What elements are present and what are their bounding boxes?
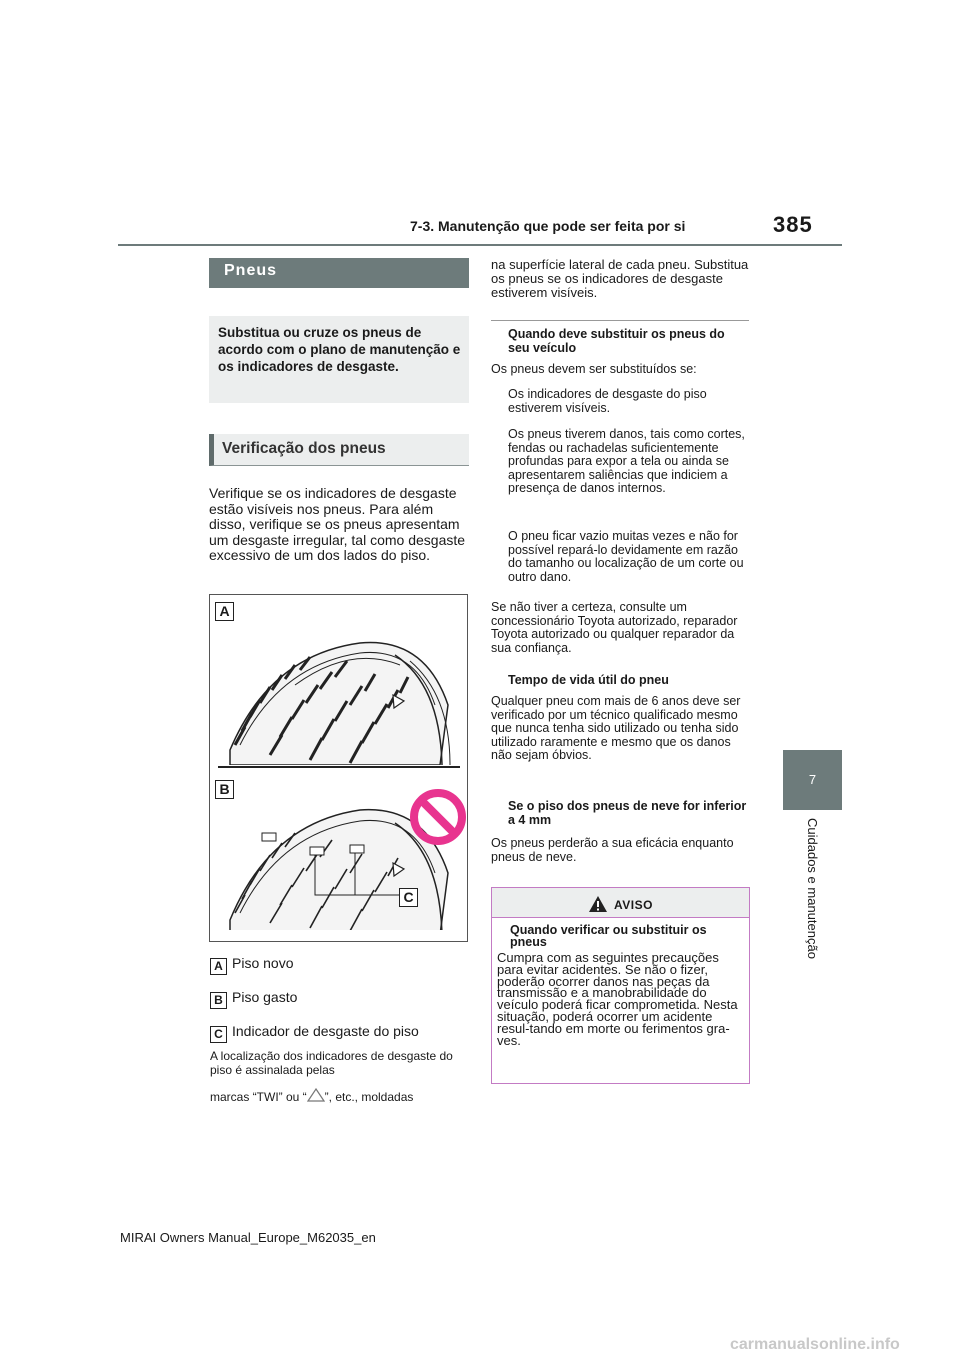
legend-item [210, 1023, 419, 1043]
life-body: Qualquer pneu com mais de 6 anos deve ser verificado por um técnico qualificado mesmo que nunca tenha sido utilizado ou tenha sido utilizado raramente e mesmo que os danos não sejam óbvios. [491, 694, 741, 763]
note-line1: A localização dos indicadores de desgaste do piso é assinalada pelas [210, 1049, 453, 1077]
tire-illustration [210, 595, 467, 941]
snow-body: Os pneus perderão a sua eficácia enquanto pneus de neve. [491, 836, 734, 864]
continued-text: na superfície lateral de cada pneu. Substitua os pneus se os indicadores de desgaste estiverem visíveis. [491, 257, 749, 300]
note-line2-before: marcas “TWI” ou “ [210, 1090, 307, 1104]
legend-key: B [210, 992, 227, 1009]
life-title: Tempo de vida útil do pneu [508, 673, 669, 687]
figure-label-b: B [215, 780, 234, 799]
legend-text: Indicador de desgaste do piso [232, 1023, 419, 1039]
warning-title: AVISO [614, 898, 653, 912]
when-item: Os indicadores de desgaste do piso estiverem visíveis. [508, 387, 707, 415]
legend-text: Piso novo [232, 955, 294, 971]
legend-key: C [210, 1026, 227, 1043]
triangle-icon [307, 1088, 325, 1102]
legend-item [210, 955, 293, 975]
tire-figure [209, 594, 468, 942]
header-rule [118, 244, 842, 246]
chapter-label: Cuidados e manutenção [805, 818, 820, 959]
prohibited-icon [414, 793, 462, 841]
footer-text: MIRAI Owners Manual_Europe_M62035_en [120, 1230, 376, 1245]
new-tire-drawing [230, 643, 450, 765]
warning-subtitle: Quando verificar ou substituir os pneus [510, 923, 707, 949]
warning-body: Cumpra com as seguintes precauções para evitar acidentes. Se não o fizer, poderão ocorrer danos nas peças da transmissão e a manobrabilidade do veículo poderá ficar comprometida. Nesta situação, poderá ocorrer um acidente resul-tando em morte ou ferimentos gra-ves. [497, 950, 738, 1048]
verificacao-heading: Verificação dos pneus [209, 434, 469, 466]
warning-header [492, 888, 749, 918]
note-line2-after: ”, etc., moldadas [324, 1090, 414, 1104]
when-item: Os pneus tiverem danos, tais como cortes, fendas ou rachadelas suficientemente profundas para expor a tela ou ainda se apresentarem saliências que indiciem a presença de danos internos. [508, 427, 745, 496]
chapter-tab: 7 [783, 750, 842, 810]
legend-item [210, 989, 297, 1009]
section-title: 7-3. Manutenção que pode ser feita por si [410, 218, 686, 234]
warning-icon [588, 895, 608, 913]
snow-title: Se o piso dos pneus de neve for inferior a 4 mm [508, 799, 747, 827]
warning-box [491, 887, 750, 1084]
page-number: 385 [773, 212, 813, 237]
divider [491, 320, 749, 321]
legend-key: A [210, 958, 227, 975]
when-item: O pneu ficar vazio muitas vezes e não for possível repará-lo devidamente em razão do tamanho ou localização de um corte ou outro dano. [508, 529, 744, 584]
legend-text: Piso gasto [232, 989, 298, 1005]
when-title: Quando deve substituir os pneus do seu veículo [508, 327, 725, 355]
verificacao-body: Verifique se os indicadores de desgaste estão visíveis nos pneus. Para além disso, verifique se os pneus apresentam um desgaste irregular, tal como desgaste excessivo de um dos lados do piso. [209, 485, 466, 564]
pneus-heading: Pneus [209, 258, 469, 288]
note-line2 [210, 1088, 472, 1105]
figure-label-c: C [399, 888, 418, 907]
pneus-callout: Substitua ou cruze os pneus de acordo com o plano de manutenção e os indicadores de desgaste. [209, 316, 469, 403]
when-intro: Os pneus devem ser substituídos se: [491, 362, 697, 376]
figure-label-a: A [215, 602, 234, 621]
when-outro: Se não tiver a certeza, consulte um concessionário Toyota autorizado, reparador Toyota autorizado ou qualquer reparador da sua confiança. [491, 600, 738, 655]
watermark: carmanualsonline.info [730, 1336, 900, 1353]
